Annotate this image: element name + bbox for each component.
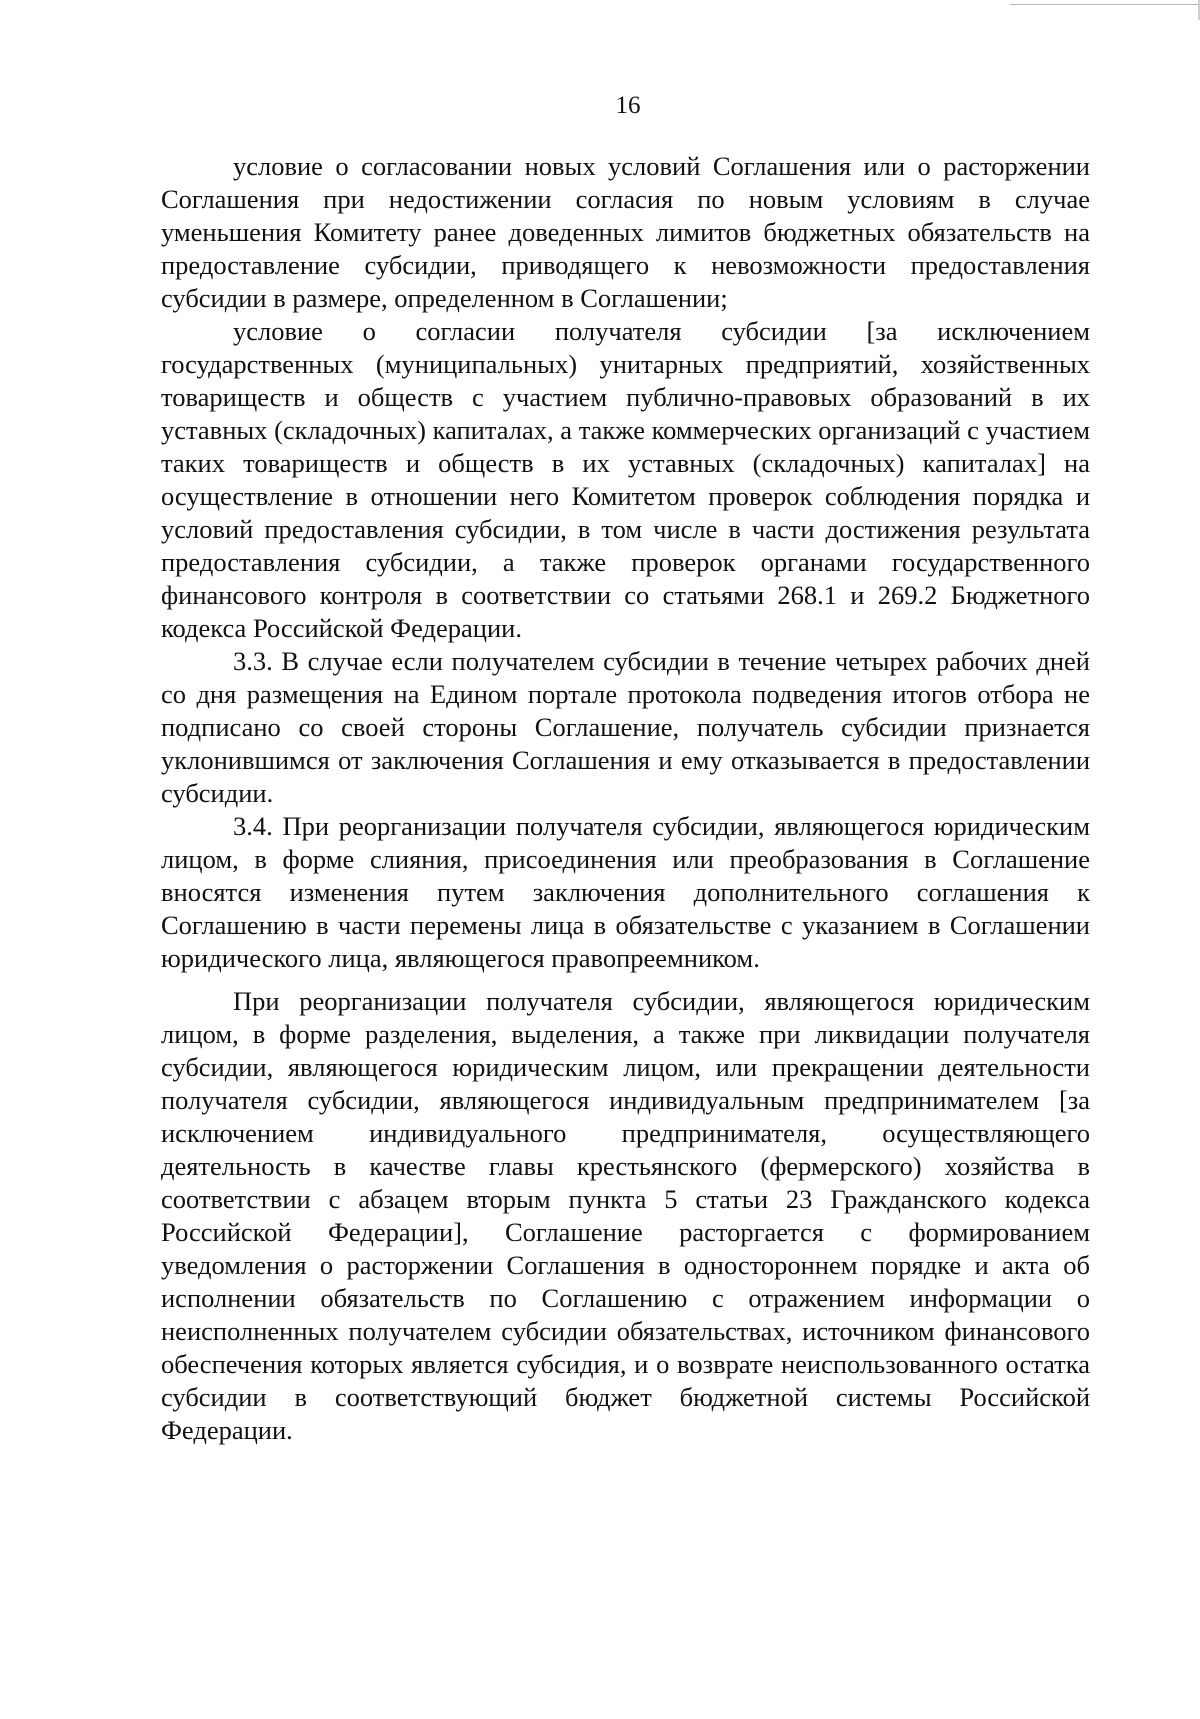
paragraph-reorganization-termination: При реорганизации получателя субсидии, являющегося юридическим лицом, в форме разделения, выделения, а также при ликвидации получателя субсидии, являющегося юридическим лицом, или прекращении деятельности получателя субсидии, являющегося индивидуальным предпринимателем [за исключением индивидуального предпринимателя, осуществляющего деятельность в качестве главы крестьянского (фермерского) хозяйства в соответствии с абзацем вторым пункта 5 статьи 23 Гражданского кодекса Российской Федерации], Соглашение расторгается с формированием уведомления о расторжении Соглашения в одностороннем порядке и акта об исполнении обязательств по Соглашению с отражением информации о неисполненных получателем субсидии обязательствах, источником финансового обеспечения которых является субсидия, и о возврате неиспользованного остатка субсидии в соответствующий бюджет бюджетной системы Российской Федерации. [161,986,1090,1445]
page-number: 16 [615,92,641,119]
scan-edge-line [1010,4,1200,5]
paragraph-section-3-3: 3.3. В случае если получателем субсидии в течение четырех рабочих дней со дня размещения на Едином портале протокола подведения итогов отбора не подписано со своей стороны Соглашение, получатель субсидии признается уклонившимся от заключения Соглашения и ему отказывается в предоставлении субсидии. [161,646,1090,808]
paragraph-section-3-4: 3.4. При реорганизации получателя субсидии, являющегося юридическим лицом, в форме слияния, присоединения или преобразования в Соглашение вносятся изменения путем заключения дополнительного соглашения к Соглашению в части перемены лица в обязательстве с указанием в Соглашении юридического лица, являющегося правопреемником. [161,811,1090,973]
paragraph-recipient-consent-condition: условие о согласии получателя субсидии [за исключением государственных (муниципальных) унитарных предприятий, хозяйственных товариществ и обществ с участием публично-правовых образований в их уставных (складочных) капиталах, а также коммерческих организаций с участием таких товариществ и обществ в их уставных (складочных) капиталах] на осуществление в отношении него Комитетом проверок соблюдения порядка и условий предоставления субсидии, в том числе в части достижения результата предоставления субсидии, а также проверок органами государственного финансового контроля в соответствии со статьями 268.1 и 269.2 Бюджетного кодекса Российской Федерации. [161,316,1090,643]
document-body [161,150,1090,1447]
paragraph-agreement-change-condition: условие о согласовании новых условий Соглашения или о расторжении Соглашения при недостижении согласия по новым условиям в случае уменьшения Комитету ранее доведенных лимитов бюджетных обязательств на предоставление субсидии, приводящего к невозможности предоставления субсидии в размере, определенном в Соглашении; [161,151,1090,313]
